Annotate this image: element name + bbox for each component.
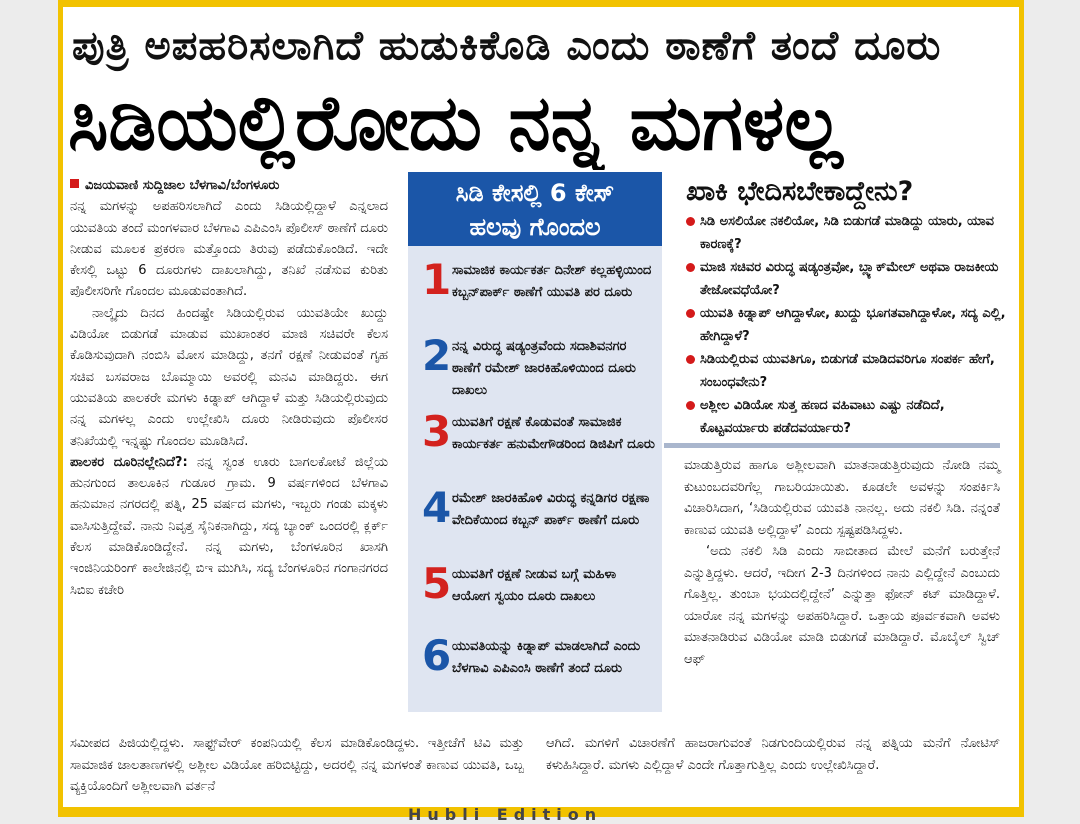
question-item: ಸಿಡಿ ಅಸಲಿಯೋ ನಕಲಿಯೋ, ಸಿಡಿ ಬಿಡುಗಡೆ ಮಾಡಿದ್ದು ಯಾರು, ಯಾವ ಕಾರಣಕ್ಕೆ? xyxy=(686,210,1016,256)
case-number: 5 xyxy=(422,559,452,608)
case-item xyxy=(422,407,658,480)
bottom-right-text: ಆಗಿದೆ. ಮಗಳಿಗೆ ವಿಚಾರಣೆಗೆ ಹಾಜರಾಗುವಂತೆ ನಿಡಗುಂದಿಯಲ್ಲಿರುವ ನನ್ನ ಪತ್ನಿಯ ಮನೆಗೆ ನೋಟಿಸ್ ಕಳುಹಿಸಿದ್ದಾರೆ. ಮಗಳು ಎಲ್ಲಿದ್ದಾಳೆ ಎಂದೇ ಗೊತ್ತಾಗುತ್ತಿಲ್ಲ ಎಂದು ಉಲ್ಲೇಖಿಸಿದ್ದಾರೆ. xyxy=(546,736,1000,773)
sidebar-title-line2: ಹಲವು ಗೊಂದಲ xyxy=(469,213,601,241)
question-item: ಯುವತಿ ಕಿಡ್ನಾಪ್ ಆಗಿದ್ದಾಳೋ, ಖುದ್ದು ಭೂಗತವಾಗಿದ್ದಾಳೋ, ಸದ್ಯ ಎಲ್ಲಿ, ಹೇಗಿದ್ದಾಳೆ? xyxy=(686,302,1016,348)
case-text: ಯುವತಿಯನ್ನು ಕಿಡ್ನಾಪ್ ಮಾಡಲಾಗಿದೆ ಎಂದು ಬೆಳಗಾವಿ ಎಪಿಎಂಸಿ ಠಾಣೆಗೆ ತಂದೆ ದೂರು xyxy=(452,639,641,676)
sidebar-title-line1: ಸಿಡಿ ಕೇಸಲ್ಲಿ 6 ಕೇಸ್ xyxy=(455,179,615,207)
left-border xyxy=(58,0,63,817)
case-text: ಯುವತಿಗೆ ರಕ್ಷಣೆ ಕೊಡುವಂತೆ ಸಾಮಾಜಿಕ ಕಾರ್ಯಕರ್ತ ಹನುಮೇಗೌಡರಿಂದ ಡಿಜಿಪಿಗೆ ದೂರು xyxy=(452,415,655,452)
case-item xyxy=(422,631,658,704)
case-text: ನನ್ನ ವಿರುದ್ಧ ಷಡ್ಯಂತ್ರವೆಂದು ಸದಾಶಿವನಗರ ಠಾಣೆಗೆ ರಮೇಶ್ ಜಾರಕಿಹೊಳಿಯಿಂದ ದೂರು ದಾಖಲು xyxy=(452,339,636,398)
case-item xyxy=(422,331,658,404)
case-text: ಯುವತಿಗೆ ರಕ್ಷಣೆ ನೀಡುವ ಬಗ್ಗೆ ಮಹಿಳಾ ಆಯೋಗ ಸ್ವಯಂ ದೂರು ದಾಖಲು xyxy=(452,567,617,604)
byline-square-icon xyxy=(70,179,79,188)
cases-sidebar xyxy=(408,172,662,712)
question-item: ಮಾಜಿ ಸಚಿವರ ವಿರುದ್ಧ ಷಡ್ಯಂತ್ರವೋ, ಬ್ಲ್ಯಾಕ್‌ಮೇಲ್ ಅಥವಾ ರಾಜಕೀಯ ತೇಜೋವಧೆಯೋ? xyxy=(686,256,1016,302)
top-border xyxy=(58,0,1024,7)
newspaper-page xyxy=(58,0,1024,824)
kicker-headline: ಪುತ್ರಿ ಅಪಹರಿಸಲಾಗಿದೆ ಹುಡುಕಿಕೊಡಿ ಎಂದು ಠಾಣೆಗೆ ತಂದೆ ದೂರು xyxy=(72,23,942,69)
case-item xyxy=(422,559,658,632)
right-border xyxy=(1019,0,1024,817)
right-paragraph-1: ಮಾಡುತ್ತಿರುವ ಹಾಗೂ ಅಶ್ಲೀಲವಾಗಿ ಮಾತನಾಡುತ್ತಿರುವುದು ನೋಡಿ ನಮ್ಮ ಕುಟುಂಬದವರಿಗೆಲ್ಲ ಗಾಬರಿಯಾಯಿತು. ಕೂಡಲೇ ಅವಳನ್ನು ಸಂಪರ್ಕಿಸಿ ವಿಚಾರಿಸಿದಾಗ, ‘ಸಿಡಿಯಲ್ಲಿರುವ ಯುವತಿ ನಾನಲ್ಲ. ಅದು ನಕಲಿ ಸಿಡಿ. ನನ್ನಂತೆ ಕಾಣುವ ಯುವತಿ ಅಲ್ಲಿದ್ದಾಳೆ’ ಎಂದು ಸ್ಪಷ್ಟಪಡಿಸಿದ್ದಳು. xyxy=(684,458,1000,538)
right-column xyxy=(684,455,1000,670)
paragraph-1: ನನ್ನ ಮಗಳನ್ನು ಅಪಹರಿಸಲಾಗಿದೆ ಎಂದು ಸಿಡಿಯಲ್ಲಿದ್ದಾಳೆ ಎನ್ನಲಾದ ಯುವತಿಯ ತಂದೆ ಮಂಗಳವಾರ ಬೆಳಗಾವಿ ಎಪಿಎಂಸಿ ಪೊಲೀಸ್ ಠಾಣೆಗೆ ದೂರು ನೀಡುವ ಮೂಲಕ ಪ್ರಕರಣ ಮತ್ತೊಂದು ತಿರುವು ಪಡೆದುಕೊಂಡಿದೆ. ಇದೇ ಕೇಸಲ್ಲಿ ಒಟ್ಟು 6 ದೂರುಗಳು ದಾಖಲಾಗಿದ್ದು, ತನಿಖೆ ನಡೆಸುವ ಕುರಿತು ಪೊಲೀಸರಿಗೇ ಗೊಂದಲ ಮೂಡುವಂತಾಗಿದೆ. xyxy=(70,199,388,300)
paragraph-3: ನನ್ನ ಸ್ವಂತ ಊರು ಬಾಗಲಕೋಟೆ ಜಿಲ್ಲೆಯ ಹುನಗುಂದ ತಾಲೂಕಿನ ಗುಡೂರ ಗ್ರಾಮ. 9 ವರ್ಷಗಳಿಂದ ಬೆಳಗಾವಿ ಹನುಮಾನ ನಗರದಲ್ಲಿ ಪತ್ನಿ, 25 ವರ್ಷದ ಮಗಳು, ಇಬ್ಬರು ಗಂಡು ಮಕ್ಕಳು ವಾಸಿಸುತ್ತಿದ್ದೇವೆ. ನಾನು ನಿವೃತ್ತ ಸೈನಿಕನಾಗಿದ್ದು, ಸದ್ಯ ಬ್ಯಾಂಕ್ ಒಂದರಲ್ಲಿ ಕ್ಲರ್ಕ್ ಕೆಲಸ ಮಾಡಿಕೊಂಡಿದ್ದೇನೆ. ನನ್ನ ಮಗಳು, ಬೆಂಗಳೂರಿನ ಖಾಸಗಿ ಇಂಜಿನಿಯರಿಂಗ್ ಕಾಲೇಜಿನಲ್ಲಿ ಬಿಇ ಮುಗಿಸಿ, ಸದ್ಯ ಬೆಂಗಳೂರಿನ ಗಂಗಾನಗರದ ಸಿಬಿಐ ಕಚೇರಿ xyxy=(70,454,388,598)
bottom-left-text: ಸಮೀಪದ ಪಿಜಿಯಲ್ಲಿದ್ದಳು. ಸಾಫ್ಟ್‌ವೇರ್ ಕಂಪನಿಯಲ್ಲಿ ಕೆಲಸ ಮಾಡಿಕೊಂಡಿದ್ದಳು. ಇತ್ತೀಚೆಗೆ ಟಿವಿ ಮತ್ತು ಸಾಮಾಜಿಕ ಜಾಲತಾಣಗಳಲ್ಲಿ ಅಶ್ಲೀಲ ವಿಡಿಯೋ ಹರಿಬಿಟ್ಟಿದ್ದು, ಅದರಲ್ಲಿ ನನ್ನ ಮಗಳಂತೆ ಕಾಣುವ ಯುವತಿ, ಒಬ್ಬ ವ್ಯಕ್ತಿಯೊಂದಿಗೆ ಅಶ್ಲೀಲವಾಗಿ ವರ್ತನೆ xyxy=(70,736,524,794)
bullet-dot-icon xyxy=(686,401,695,410)
case-number: 6 xyxy=(422,631,452,680)
case-text: ರಮೇಶ್ ಜಾರಕಿಹೊಳಿ ವಿರುದ್ಧ ಕನ್ನಡಿಗರ ರಕ್ಷಣಾ ವೇದಿಕೆಯಿಂದ ಕಬ್ಬನ್ ಪಾರ್ಕ್ ಠಾಣೆಗೆ ದೂರು xyxy=(452,491,650,528)
bullet-dot-icon xyxy=(686,309,695,318)
main-headline: ಸಿಡಿಯಲ್ಲಿರೋದು ನನ್ನ ಮಗಳಲ್ಲ xyxy=(68,78,843,167)
byline: ವಿಜಯವಾಣಿ ಸುದ್ದಿಜಾಲ ಬೆಳಗಾವಿ/ಬೆಂಗಳೂರು xyxy=(85,178,280,193)
right-paragraph-2: ‘ಅದು ನಕಲಿ ಸಿಡಿ ಎಂದು ಸಾಬೀತಾದ ಮೇಲೆ ಮನೆಗೆ ಬರುತ್ತೇನೆ ಎನ್ನುತ್ತಿದ್ದಳು. ಆದರೆ, ಇದೀಗ 2-3 ದಿನಗಳಿಂದ ನಾನು ಎಲ್ಲಿದ್ದೇನೆ ಎಂಬುದು ಗೊತ್ತಿಲ್ಲ. ತುಂಬಾ ಭಯದಲ್ಲಿದ್ದೇನೆ’ ಎನ್ನುತ್ತಾ ಫೋನ್ ಕಟ್ ಮಾಡಿದ್ದಾಳೆ. ಯಾರೋ ನನ್ನ ಮಗಳನ್ನು ಅಪಹರಿಸಿದ್ದಾರೆ. ಒತ್ತಾಯ ಪೂರ್ವಕವಾಗಿ ಅವಳು ಮಾತನಾಡಿರುವ ವಿಡಿಯೋ ಮಾಡಿ ಬಿಡುಗಡೆ ಮಾಡಿದ್ದಾರೆ. ಮೊಬೈಲ್ ಸ್ವಿಚ್ ಆಫ್ xyxy=(684,544,1000,667)
edition-watermark: Hubli Edition xyxy=(408,805,603,824)
case-item xyxy=(422,255,658,328)
case-number: 4 xyxy=(422,483,452,532)
case-number: 3 xyxy=(422,407,452,456)
question-item: ಸಿಡಿಯಲ್ಲಿರುವ ಯುವತಿಗೂ, ಬಿಡುಗಡೆ ಮಾಡಿದವರಿಗೂ ಸಂಪರ್ಕ ಹೇಗೆ, ಸಂಬಂಧವೇನು? xyxy=(686,348,1016,394)
case-number: 1 xyxy=(422,255,452,304)
section-divider xyxy=(664,443,1000,448)
case-text: ಸಾಮಾಜಿಕ ಕಾರ್ಯಕರ್ತ ದಿನೇಶ್ ಕಲ್ಲಹಳ್ಳಿಯಿಂದ ಕಬ್ಬನ್‌ಪಾರ್ಕ್ ಠಾಣೆಗೆ ಯುವತಿ ಪರ ದೂರು xyxy=(452,263,652,300)
left-column xyxy=(70,175,388,601)
case-item xyxy=(422,483,658,556)
bullet-dot-icon xyxy=(686,355,695,364)
sidebar-header xyxy=(408,172,662,246)
case-number: 2 xyxy=(422,331,452,380)
questions-list xyxy=(686,210,1016,440)
bullet-dot-icon xyxy=(686,217,695,226)
questions-title: ಖಾಕಿ ಭೇದಿಸಬೇಕಾದ್ದೇನು? xyxy=(686,176,914,207)
subheading: ಪಾಲಕರ ದೂರಿನಲ್ಲೇನಿದೆ?: xyxy=(70,454,188,470)
paragraph-2: ನಾಲ್ಕೈದು ದಿನದ ಹಿಂದಷ್ಟೇ ಸಿಡಿಯಲ್ಲಿರುವ ಯುವತಿಯೇ ಖುದ್ದು ವಿಡಿಯೋ ಬಿಡುಗಡೆ ಮಾಡುವ ಮುಖಾಂತರ ಮಾಜಿ ಸಚಿವರೇ ಕೆಲಸ ಕೊಡಿಸುವುದಾಗಿ ನಂಬಿಸಿ ಮೋಸ ಮಾಡಿದ್ದು, ತನಗೆ ರಕ್ಷಣೆ ನೀಡುವಂತೆ ಗೃಹ ಸಚಿವ ಬಸವರಾಜ ಬೊಮ್ಮಾಯಿ ಅವರಲ್ಲಿ ಮನವಿ ಮಾಡಿದ್ದರು. ಈಗ ಯುವತಿಯ ಪಾಲಕರೇ ಮಗಳು ಕಿಡ್ನಾಪ್ ಆಗಿದ್ದಾಳೆ ಮತ್ತು ಸಿಡಿಯಲ್ಲಿರುವುದು ನನ್ನ ಮಗಳಲ್ಲ ಎಂದು ಉಲ್ಲೇಖಿಸಿ ದೂರು ನೀಡಿರುವುದು ಪೊಲೀಸರ ತನಿಖೆಯಲ್ಲಿ ಇನ್ನಷ್ಟು ಗೊಂದಲ ಮೂಡಿಸಿದೆ. xyxy=(70,305,388,449)
question-item: ಅಶ್ಲೀಲ ವಿಡಿಯೋ ಸುತ್ತ ಹಣದ ವಹಿವಾಟು ಎಷ್ಟು ನಡೆದಿದೆ, ಕೊಟ್ಟವರ್ಯಾರು ಪಡೆದವರ್ಯಾರು? xyxy=(686,394,1016,440)
bullet-dot-icon xyxy=(686,263,695,272)
